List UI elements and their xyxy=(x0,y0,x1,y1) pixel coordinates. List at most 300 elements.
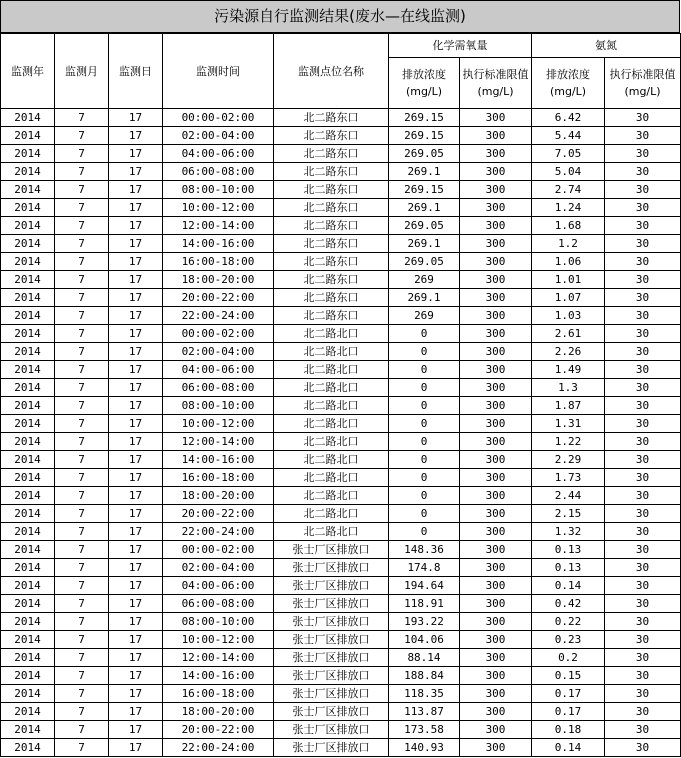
cell-time: 06:00-08:00 xyxy=(163,163,274,181)
cell-day: 17 xyxy=(109,577,163,595)
cell-point: 张士厂区排放口 xyxy=(274,613,389,631)
cell-day: 17 xyxy=(109,235,163,253)
cell-cod-conc: 193.22 xyxy=(389,613,460,631)
cell-month: 7 xyxy=(55,631,109,649)
cell-nh3-limit: 30 xyxy=(605,613,681,631)
cell-time: 18:00-20:00 xyxy=(163,703,274,721)
cell-point: 北二路东口 xyxy=(274,127,389,145)
cell-month: 7 xyxy=(55,613,109,631)
header-cod-group: 化学需氧量 xyxy=(389,34,532,58)
cell-time: 04:00-06:00 xyxy=(163,361,274,379)
cell-month: 7 xyxy=(55,361,109,379)
cell-month: 7 xyxy=(55,703,109,721)
table-row xyxy=(1,433,681,451)
cell-year: 2014 xyxy=(1,253,55,271)
cell-year: 2014 xyxy=(1,613,55,631)
table-row xyxy=(1,505,681,523)
cell-point: 北二路东口 xyxy=(274,109,389,127)
cell-cod-conc: 188.84 xyxy=(389,667,460,685)
table-row xyxy=(1,559,681,577)
header-cod-conc: 排放浓度(mg/L) xyxy=(389,58,460,109)
cell-point: 北二路东口 xyxy=(274,289,389,307)
cell-month: 7 xyxy=(55,307,109,325)
table-row xyxy=(1,739,681,757)
cell-time: 08:00-10:00 xyxy=(163,181,274,199)
cell-year: 2014 xyxy=(1,703,55,721)
cell-cod-limit: 300 xyxy=(460,199,532,217)
cell-cod-limit: 300 xyxy=(460,379,532,397)
cell-day: 17 xyxy=(109,253,163,271)
cell-nh3-conc: 2.29 xyxy=(532,451,605,469)
cell-cod-limit: 300 xyxy=(460,181,532,199)
cell-cod-conc: 0 xyxy=(389,505,460,523)
cell-cod-conc: 269.1 xyxy=(389,289,460,307)
cell-cod-limit: 300 xyxy=(460,361,532,379)
cell-cod-conc: 269 xyxy=(389,271,460,289)
cell-time: 00:00-02:00 xyxy=(163,325,274,343)
cell-cod-limit: 300 xyxy=(460,649,532,667)
cell-time: 10:00-12:00 xyxy=(163,415,274,433)
cell-year: 2014 xyxy=(1,127,55,145)
cell-cod-limit: 300 xyxy=(460,739,532,757)
cell-nh3-conc: 0.22 xyxy=(532,613,605,631)
cell-time: 12:00-14:00 xyxy=(163,649,274,667)
table-row xyxy=(1,613,681,631)
table-row xyxy=(1,577,681,595)
cell-nh3-conc: 1.31 xyxy=(532,415,605,433)
cell-month: 7 xyxy=(55,649,109,667)
cell-cod-conc: 0 xyxy=(389,523,460,541)
cell-cod-limit: 300 xyxy=(460,631,532,649)
cell-nh3-limit: 30 xyxy=(605,523,681,541)
cell-month: 7 xyxy=(55,163,109,181)
cell-time: 20:00-22:00 xyxy=(163,721,274,739)
monitoring-table xyxy=(0,33,681,757)
cell-point: 北二路东口 xyxy=(274,199,389,217)
cell-day: 17 xyxy=(109,703,163,721)
cell-cod-limit: 300 xyxy=(460,253,532,271)
cell-cod-limit: 300 xyxy=(460,505,532,523)
cell-month: 7 xyxy=(55,145,109,163)
table-row xyxy=(1,307,681,325)
cell-time: 18:00-20:00 xyxy=(163,271,274,289)
cell-cod-limit: 300 xyxy=(460,667,532,685)
cell-time: 04:00-06:00 xyxy=(163,145,274,163)
table-row xyxy=(1,253,681,271)
cell-month: 7 xyxy=(55,397,109,415)
cell-cod-limit: 300 xyxy=(460,433,532,451)
cell-time: 16:00-18:00 xyxy=(163,685,274,703)
cell-nh3-conc: 1.24 xyxy=(532,199,605,217)
cell-point: 张士厂区排放口 xyxy=(274,703,389,721)
cell-cod-conc: 118.35 xyxy=(389,685,460,703)
table-row xyxy=(1,631,681,649)
cell-cod-limit: 300 xyxy=(460,685,532,703)
cell-day: 17 xyxy=(109,163,163,181)
cell-nh3-limit: 30 xyxy=(605,541,681,559)
cell-cod-limit: 300 xyxy=(460,595,532,613)
table-row xyxy=(1,199,681,217)
table-row xyxy=(1,271,681,289)
cell-point: 张士厂区排放口 xyxy=(274,577,389,595)
cell-cod-conc: 269.15 xyxy=(389,181,460,199)
table-row xyxy=(1,541,681,559)
cell-cod-conc: 113.87 xyxy=(389,703,460,721)
cell-nh3-conc: 1.49 xyxy=(532,361,605,379)
cell-year: 2014 xyxy=(1,433,55,451)
cell-time: 02:00-04:00 xyxy=(163,559,274,577)
cell-cod-limit: 300 xyxy=(460,559,532,577)
cell-cod-conc: 148.36 xyxy=(389,541,460,559)
cell-day: 17 xyxy=(109,289,163,307)
cell-year: 2014 xyxy=(1,487,55,505)
cell-cod-limit: 300 xyxy=(460,307,532,325)
cell-cod-limit: 300 xyxy=(460,397,532,415)
cell-day: 17 xyxy=(109,721,163,739)
header-nh3-conc: 排放浓度(mg/L) xyxy=(532,58,605,109)
cell-nh3-limit: 30 xyxy=(605,343,681,361)
cell-month: 7 xyxy=(55,253,109,271)
cell-nh3-limit: 30 xyxy=(605,361,681,379)
header-nh3-limit: 执行标准限值(mg/L) xyxy=(605,58,681,109)
cell-nh3-limit: 30 xyxy=(605,703,681,721)
cell-month: 7 xyxy=(55,523,109,541)
cell-time: 22:00-24:00 xyxy=(163,307,274,325)
cell-nh3-limit: 30 xyxy=(605,559,681,577)
cell-nh3-limit: 30 xyxy=(605,217,681,235)
cell-cod-conc: 194.64 xyxy=(389,577,460,595)
cell-day: 17 xyxy=(109,541,163,559)
cell-point: 北二路北口 xyxy=(274,523,389,541)
cell-cod-limit: 300 xyxy=(460,217,532,235)
header-year: 监测年 xyxy=(1,34,55,109)
cell-cod-limit: 300 xyxy=(460,325,532,343)
cell-cod-conc: 269.05 xyxy=(389,217,460,235)
cell-nh3-conc: 1.03 xyxy=(532,307,605,325)
table-row xyxy=(1,217,681,235)
cell-cod-conc: 0 xyxy=(389,451,460,469)
cell-day: 17 xyxy=(109,325,163,343)
cell-month: 7 xyxy=(55,181,109,199)
cell-point: 北二路北口 xyxy=(274,361,389,379)
cell-nh3-limit: 30 xyxy=(605,307,681,325)
cell-nh3-limit: 30 xyxy=(605,433,681,451)
cell-year: 2014 xyxy=(1,685,55,703)
cell-point: 北二路北口 xyxy=(274,469,389,487)
cell-cod-limit: 300 xyxy=(460,109,532,127)
cell-nh3-conc: 6.42 xyxy=(532,109,605,127)
cell-year: 2014 xyxy=(1,235,55,253)
table-row xyxy=(1,343,681,361)
cell-nh3-limit: 30 xyxy=(605,469,681,487)
cell-year: 2014 xyxy=(1,163,55,181)
header-month: 监测月 xyxy=(55,34,109,109)
cell-point: 张士厂区排放口 xyxy=(274,559,389,577)
cell-year: 2014 xyxy=(1,469,55,487)
cell-year: 2014 xyxy=(1,343,55,361)
cell-nh3-limit: 30 xyxy=(605,235,681,253)
cell-day: 17 xyxy=(109,145,163,163)
cell-point: 北二路北口 xyxy=(274,415,389,433)
cell-year: 2014 xyxy=(1,667,55,685)
cell-time: 12:00-14:00 xyxy=(163,217,274,235)
table-row xyxy=(1,721,681,739)
cell-time: 10:00-12:00 xyxy=(163,631,274,649)
cell-time: 08:00-10:00 xyxy=(163,397,274,415)
cell-nh3-conc: 0.13 xyxy=(532,541,605,559)
cell-month: 7 xyxy=(55,289,109,307)
cell-day: 17 xyxy=(109,361,163,379)
cell-time: 06:00-08:00 xyxy=(163,379,274,397)
table-row xyxy=(1,379,681,397)
cell-point: 北二路东口 xyxy=(274,307,389,325)
table-row xyxy=(1,163,681,181)
cell-day: 17 xyxy=(109,415,163,433)
cell-nh3-conc: 1.73 xyxy=(532,469,605,487)
cell-point: 北二路北口 xyxy=(274,343,389,361)
cell-day: 17 xyxy=(109,523,163,541)
cell-day: 17 xyxy=(109,469,163,487)
cell-cod-conc: 0 xyxy=(389,487,460,505)
cell-month: 7 xyxy=(55,541,109,559)
cell-cod-limit: 300 xyxy=(460,343,532,361)
cell-day: 17 xyxy=(109,199,163,217)
cell-nh3-conc: 0.14 xyxy=(532,577,605,595)
cell-nh3-conc: 7.05 xyxy=(532,145,605,163)
cell-point: 张士厂区排放口 xyxy=(274,595,389,613)
cell-nh3-conc: 0.17 xyxy=(532,685,605,703)
cell-nh3-limit: 30 xyxy=(605,667,681,685)
cell-cod-conc: 173.58 xyxy=(389,721,460,739)
cell-nh3-conc: 5.44 xyxy=(532,127,605,145)
cell-time: 00:00-02:00 xyxy=(163,109,274,127)
cell-month: 7 xyxy=(55,559,109,577)
cell-month: 7 xyxy=(55,685,109,703)
cell-cod-limit: 300 xyxy=(460,577,532,595)
cell-month: 7 xyxy=(55,325,109,343)
cell-cod-conc: 269 xyxy=(389,307,460,325)
cell-nh3-conc: 5.04 xyxy=(532,163,605,181)
cell-cod-limit: 300 xyxy=(460,469,532,487)
cell-day: 17 xyxy=(109,343,163,361)
header-time: 监测时间 xyxy=(163,34,274,109)
cell-cod-conc: 118.91 xyxy=(389,595,460,613)
cell-time: 02:00-04:00 xyxy=(163,127,274,145)
cell-month: 7 xyxy=(55,379,109,397)
cell-nh3-limit: 30 xyxy=(605,685,681,703)
cell-cod-conc: 269.1 xyxy=(389,163,460,181)
table-row xyxy=(1,451,681,469)
cell-time: 22:00-24:00 xyxy=(163,739,274,757)
cell-cod-conc: 269.15 xyxy=(389,127,460,145)
cell-year: 2014 xyxy=(1,145,55,163)
cell-point: 张士厂区排放口 xyxy=(274,631,389,649)
cell-nh3-limit: 30 xyxy=(605,145,681,163)
cell-nh3-limit: 30 xyxy=(605,505,681,523)
cell-cod-limit: 300 xyxy=(460,289,532,307)
cell-nh3-conc: 2.26 xyxy=(532,343,605,361)
cell-day: 17 xyxy=(109,613,163,631)
cell-nh3-conc: 0.15 xyxy=(532,667,605,685)
cell-point: 北二路东口 xyxy=(274,145,389,163)
cell-nh3-conc: 2.15 xyxy=(532,505,605,523)
cell-nh3-limit: 30 xyxy=(605,487,681,505)
cell-point: 北二路北口 xyxy=(274,325,389,343)
cell-day: 17 xyxy=(109,379,163,397)
table-row xyxy=(1,685,681,703)
cell-year: 2014 xyxy=(1,361,55,379)
cell-time: 14:00-16:00 xyxy=(163,451,274,469)
table-row xyxy=(1,649,681,667)
table-row xyxy=(1,145,681,163)
cell-year: 2014 xyxy=(1,415,55,433)
cell-cod-conc: 0 xyxy=(389,343,460,361)
cell-day: 17 xyxy=(109,487,163,505)
cell-day: 17 xyxy=(109,649,163,667)
cell-day: 17 xyxy=(109,307,163,325)
cell-month: 7 xyxy=(55,667,109,685)
table-row xyxy=(1,469,681,487)
cell-time: 20:00-22:00 xyxy=(163,505,274,523)
table-row xyxy=(1,109,681,127)
cell-nh3-limit: 30 xyxy=(605,163,681,181)
cell-day: 17 xyxy=(109,109,163,127)
cell-year: 2014 xyxy=(1,577,55,595)
cell-month: 7 xyxy=(55,577,109,595)
cell-time: 16:00-18:00 xyxy=(163,253,274,271)
cell-cod-limit: 300 xyxy=(460,451,532,469)
cell-year: 2014 xyxy=(1,325,55,343)
cell-nh3-conc: 0.14 xyxy=(532,739,605,757)
cell-cod-limit: 300 xyxy=(460,127,532,145)
cell-cod-conc: 0 xyxy=(389,469,460,487)
cell-nh3-conc: 1.68 xyxy=(532,217,605,235)
sheet-title: 污染源自行监测结果(废水—在线监测) xyxy=(0,0,680,33)
cell-cod-conc: 104.06 xyxy=(389,631,460,649)
cell-year: 2014 xyxy=(1,289,55,307)
cell-time: 14:00-16:00 xyxy=(163,667,274,685)
cell-point: 北二路东口 xyxy=(274,217,389,235)
cell-point: 北二路东口 xyxy=(274,181,389,199)
cell-cod-conc: 269.15 xyxy=(389,109,460,127)
cell-year: 2014 xyxy=(1,505,55,523)
cell-nh3-conc: 0.13 xyxy=(532,559,605,577)
cell-nh3-limit: 30 xyxy=(605,325,681,343)
cell-point: 北二路北口 xyxy=(274,379,389,397)
cell-point: 张士厂区排放口 xyxy=(274,739,389,757)
cell-day: 17 xyxy=(109,451,163,469)
cell-point: 北二路北口 xyxy=(274,433,389,451)
cell-point: 北二路东口 xyxy=(274,271,389,289)
table-row xyxy=(1,235,681,253)
cell-nh3-conc: 0.42 xyxy=(532,595,605,613)
cell-year: 2014 xyxy=(1,199,55,217)
cell-cod-conc: 0 xyxy=(389,433,460,451)
table-row xyxy=(1,487,681,505)
table-row xyxy=(1,325,681,343)
cell-cod-limit: 300 xyxy=(460,145,532,163)
cell-nh3-conc: 1.01 xyxy=(532,271,605,289)
table-row xyxy=(1,361,681,379)
cell-point: 张士厂区排放口 xyxy=(274,721,389,739)
table-row xyxy=(1,127,681,145)
cell-point: 北二路东口 xyxy=(274,253,389,271)
header-point: 监测点位名称 xyxy=(274,34,389,109)
cell-day: 17 xyxy=(109,667,163,685)
cell-year: 2014 xyxy=(1,271,55,289)
cell-day: 17 xyxy=(109,631,163,649)
cell-year: 2014 xyxy=(1,739,55,757)
cell-day: 17 xyxy=(109,397,163,415)
cell-month: 7 xyxy=(55,343,109,361)
cell-nh3-limit: 30 xyxy=(605,649,681,667)
cell-nh3-limit: 30 xyxy=(605,181,681,199)
cell-cod-limit: 300 xyxy=(460,235,532,253)
cell-year: 2014 xyxy=(1,307,55,325)
cell-nh3-limit: 30 xyxy=(605,415,681,433)
table-row xyxy=(1,523,681,541)
cell-day: 17 xyxy=(109,433,163,451)
cell-day: 17 xyxy=(109,739,163,757)
cell-time: 08:00-10:00 xyxy=(163,613,274,631)
cell-day: 17 xyxy=(109,559,163,577)
cell-cod-conc: 0 xyxy=(389,379,460,397)
cell-year: 2014 xyxy=(1,397,55,415)
cell-month: 7 xyxy=(55,217,109,235)
cell-month: 7 xyxy=(55,739,109,757)
cell-nh3-limit: 30 xyxy=(605,739,681,757)
cell-nh3-conc: 1.32 xyxy=(532,523,605,541)
cell-time: 10:00-12:00 xyxy=(163,199,274,217)
cell-point: 北二路北口 xyxy=(274,451,389,469)
cell-year: 2014 xyxy=(1,109,55,127)
table-row xyxy=(1,667,681,685)
cell-day: 17 xyxy=(109,595,163,613)
cell-cod-conc: 269.05 xyxy=(389,253,460,271)
cell-time: 22:00-24:00 xyxy=(163,523,274,541)
cell-point: 北二路东口 xyxy=(274,235,389,253)
cell-time: 02:00-04:00 xyxy=(163,343,274,361)
cell-time: 16:00-18:00 xyxy=(163,469,274,487)
cell-nh3-limit: 30 xyxy=(605,199,681,217)
cell-cod-limit: 300 xyxy=(460,721,532,739)
cell-cod-conc: 269.1 xyxy=(389,235,460,253)
cell-day: 17 xyxy=(109,127,163,145)
cell-nh3-limit: 30 xyxy=(605,631,681,649)
cell-nh3-limit: 30 xyxy=(605,721,681,739)
cell-cod-conc: 0 xyxy=(389,415,460,433)
cell-day: 17 xyxy=(109,505,163,523)
cell-nh3-limit: 30 xyxy=(605,577,681,595)
cell-month: 7 xyxy=(55,235,109,253)
cell-point: 北二路北口 xyxy=(274,487,389,505)
cell-cod-limit: 300 xyxy=(460,487,532,505)
cell-month: 7 xyxy=(55,415,109,433)
cell-nh3-limit: 30 xyxy=(605,595,681,613)
cell-day: 17 xyxy=(109,217,163,235)
cell-month: 7 xyxy=(55,505,109,523)
cell-year: 2014 xyxy=(1,721,55,739)
cell-point: 张士厂区排放口 xyxy=(274,685,389,703)
cell-nh3-conc: 1.22 xyxy=(532,433,605,451)
cell-cod-limit: 300 xyxy=(460,415,532,433)
cell-month: 7 xyxy=(55,721,109,739)
cell-nh3-conc: 2.44 xyxy=(532,487,605,505)
cell-cod-conc: 140.93 xyxy=(389,739,460,757)
cell-point: 张士厂区排放口 xyxy=(274,649,389,667)
cell-month: 7 xyxy=(55,109,109,127)
cell-nh3-limit: 30 xyxy=(605,271,681,289)
